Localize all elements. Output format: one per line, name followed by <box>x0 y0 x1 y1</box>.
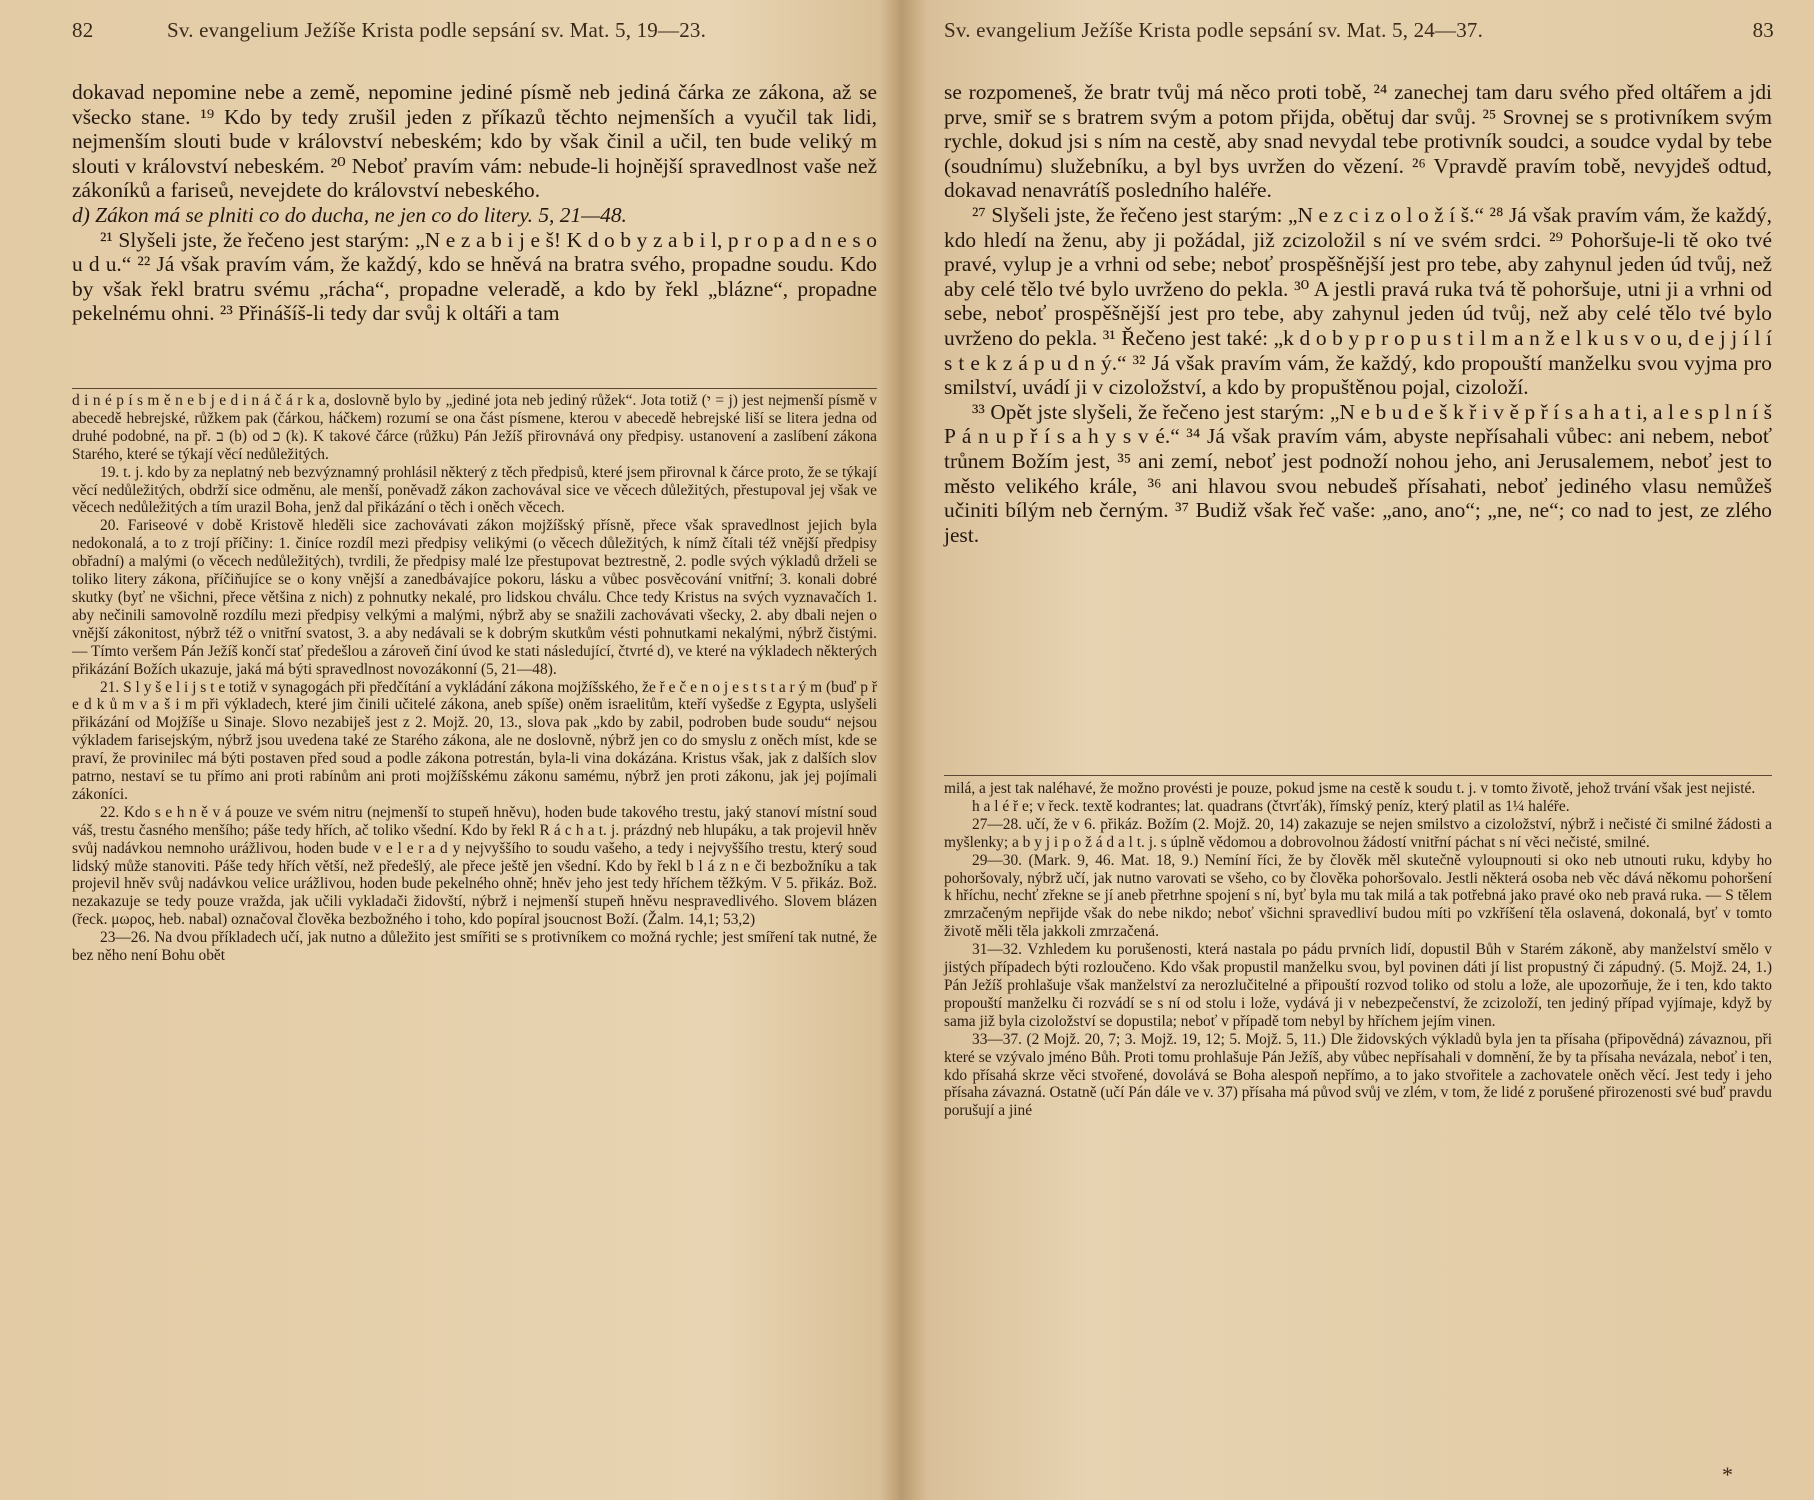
left-main-paragraph: dokavad nepomine nebe a země, nepomine jediné písmě neb jediná čárka ze zákona, až se všecko stane. ¹⁹ Kdo by tedy zrušil jeden z příkazů těchto nejmenších a vyučil tak lidi, nejmenším slouti bude v království nebeském; kdo by však činil a učil, ten bude veliký m slouti v království nebeském. ²⁰ Neboť pravím vám: nebude-li hojnější spravedlnost vaše než zákoníků a fariseů, nevejdete do království nebeského. <box>72 80 877 203</box>
left-running-head: Sv. evangelium Ježíše Krista podle sepsání sv. Mat. 5, 19—23. <box>167 18 707 42</box>
right-main-paragraph: ²⁷ Slyšeli jste, že řečeno jest starým: „N e z c i z o l o ž í š.“ ²⁸ Já však pravím vám, že každý, kdo hledí na ženu, aby ji požádal, již zcizoložil s ní ve svém srdci. ²⁹ Pohoršuje-li tě oko tvé pravé, vylup je a vrhni od sebe; neboť prospěšnější jest pro tebe, aby zahynul jeden úd tvůj, než aby celé tělo tvé bylo uvrženo do pekla. ³⁰ A jestli pravá ruka tvá tě pohoršuje, utni ji a vrhni od sebe, neboť prospěšnější jest pro tebe, aby zahynul jeden úd tvůj, než aby celé tělo tvé bylo uvrženo do pekla. ³¹ Řečeno jest také: „k d o b y p r o p u s t i l m a n ž e l k u s v o u, d e j j í l í s t e k z á p u d n ý.“ ³² Já však pravím vám, že každý, kdo propouští manželku svou vyjma pro smilství, uvádí ji v cizoložství, a kdo by propuštěnou pojal, cizoloží. <box>944 202 1772 400</box>
left-commentary-paragraph: 21. S l y š e l i j s t e totiž v synagogách při předčítání a vykládání zákona mojžíšského, že ř e č e n o j e s t s t a r ý m (buď p ř e d k ů m v a š i m při výkladech, které jim činili učitelé zákona, aneb spíše) oněm israelitům, kteří vyšedše z Egypta, uslyšeli přikázání od Mojžíše u Sinaje. Slovo nezabiješ jest z 2. Mojž. 20, 13., slova pak „kdo by zabil, podroben bude soudu“ nejsou výkladem farisejským, nýbrž jsou uvedena také ze Starého zákona, ale ne doslovně, nýbrž jen co do smyslu z oněch míst, kde se praví, že provinilec má býti postaven před soud a podle zákona potrestán, byla-li vina dokázána. Kristus však, jak z dalších slov patrno, nestaví se tu přímo ani proti rabínům ani proti mojžíšskému zákonu samému, nýbrž jen proti zákonu, jak jej pojímali zákoníci. <box>72 678 877 803</box>
right-commentary-paragraph: 31—32. Vzhledem ku porušenosti, která nastala po pádu prvních lidí, dopustil Bůh v Starém zákoně, aby manželství smělo v jistých případech býti rozloučeno. Kdo však propustil manželku svou, byl povinen dáti jí list propustný či zápudný. (5. Mojž. 24, 1.) Pán Ježíš prohlašuje však manželství za nerozlučitelné a připouští rozvod toliko od stolu a lože, ale upozorňuje, že i ten, kdo takto propouští manželku či rozvádí se s ní od stolu i lože, vydává ji v nebezpečenství, že zcizoloží, ten jediný případ vyjímaje, když by sama již byla cizoložství se dopustila; neboť v případě tom nebyl by hříchem jejím vinen. <box>944 941 1772 1030</box>
left-section-heading: d) Zákon má se plniti co do ducha, ne jen co do litery. 5, 21—48. <box>72 202 627 227</box>
right-commentary-paragraph: milá, a jest tak naléhavé, že možno provésti je pouze, pokud jsme na cestě k soudu t. j. v tomto životě, jehož trvání však jest nejisté. <box>944 780 1756 797</box>
signature-mark: * <box>1722 1462 1733 1487</box>
right-main-paragraph: ³³ Opět jste slyšeli, že řečeno jest starým: „N e b u d e š k ř i v ě p ř í s a h a t i, a l e s p l n í š P á n u p ř í s a h y s v é.“ ³⁴ Já však pravím vám, abyste nepřísahali vůbec: ani nebem, neboť trůnem Božím jest, ³⁵ ani zemí, neboť jest podnoží nohou jeho, ani Jerusalemem, neboť jest to město velikého krále, ³⁶ ani hlavou svou nebudeš přísahati, neboť jediného vlasu nemůžeš učiniti bílým neb černým. ³⁷ Budiž však řeč vaše: „ano, ano“; „ne, ne“; co nad to jest, ze zlého jest. <box>944 399 1772 547</box>
right-commentary-paragraph: h a l é ř e; v řeck. textě kodrantes; lat. quadrans (čtvrťák), římský peníz, který platil as 1¼ haléře. <box>972 797 1570 815</box>
left-page-number: 82 <box>72 18 94 42</box>
left-commentary-paragraph: 20. Fariseové v době Kristově hleděli sice zachovávati zákon mojžíšský přísně, přece však spravedlnost jejich byla nedokonalá, a to z trojí příčiny: 1. činíce rozdíl mezi předpisy velikými (o věcech důležitých, k nímž čítali též vnější předpisy obřadní) a malými (o věcech nedůležitých), tvrdili, že předpisy malé lze přestupovat beztrestně, 2. podle svých výkladů drželi se toliko litery zákona, příčiňujíce se o kony vnější a zanedbávajíce pokoru, lásku a vůbec posvěcování vnitřní; 3. konali dobré skutky (byť ne všichni, přece většina z nich) z pohnutky nekalé, pro lidskou chválu. Chce tedy Kristus na svých vyznavačích 1. aby nečinili samovolně rozdílu mezi předpisy velkými a malými, nýbrž aby se snažili zachovávati všecky, 2. aby dbali nejen o vnější zákonitost, nýbrž též o vnitřní svatost, 3. a aby nedávali se k dobrým skutkům vésti pohnutkami nekalými, nýbrž čistými. — Tímto veršem Pán Ježíš končí stať předešlou a zároveň činí úvod ke stati následující, čtvrté d), ve které na výkladech některých přikázání Božích ukazuje, jaká má býti spravedlnost novozákonní (5, 21—48). <box>72 517 877 678</box>
left-commentary-paragraph: d i n é p í s m ě n e b j e d i n á č á r k a, doslovně bylo by „jediné jota neb jediný růžek“. Jota totiž (י = j) jest nejmenší písmě v abecedě hebrejské, růžkem pak (čárkou, háčkem) rozumí se ona část písmene, kterou v abecedě hebrejské liší se litera jedna od druhé podobné, na př. ב (b) od כ (k). K takové čárce (růžku) Pán Ježíš přirovnává ony předpisy. ustanovení a zaslíbení zákona Starého, které se týkají věcí nedůležitých. <box>72 392 877 463</box>
left-commentary <box>72 392 877 965</box>
right-commentary-paragraph: 27—28. učí, že v 6. přikáz. Božím (2. Mojž. 20, 14) zakazuje se nejen smilstvo a cizoložství, nýbrž i nečisté či smilné žádosti a myšlenky; a b y j i p o ž á d a l t. j. s úplně vědomou a dobrovolnou žádostí vnitřní páchat s ní věci nečisté, smilné. <box>944 815 1772 851</box>
right-commentary-paragraph: 33—37. (2 Mojž. 20, 7; 3. Mojž. 19, 12; 5. Mojž. 5, 11.) Dle židovských výkladů byla jen ta přísaha (připovědná) závaznou, při které se vzývalo jméno Bůh. Proti tomu prohlašuje Pán Ježíš, aby vůbec nepřísahali v domnění, že by ta přísaha nevázala, neboť i ten, kdo přísahá skrze věci stvořené, dovolává se Boha alespoň nepřímo, a to jako stvořitele a zachovatele oněch věcí. Jest tedy i jeho přísaha závazná. Ostatně (učí Pán dále ve v. 37) přísaha má původ svůj ve zlém, v tom, že lidé z porušené přirozenosti své buď pravdu porušují a jiné <box>944 1030 1772 1120</box>
left-main-text <box>72 80 877 326</box>
right-page <box>910 0 1814 1500</box>
left-page <box>0 0 900 1500</box>
left-commentary-paragraph: 22. Kdo s e h n ě v á pouze ve svém nitru (nejmenší to stupeň hněvu), hoden bude takového trestu, jaký stanoví místní soud váš, trestu časného menšího; páše tedy hřích, ač toliko všední. Kdo by řekl R á c h a t. j. prázdný neb hlupáku, a tak projevil hněv svůj nadávkou nemnoho urážlivou, hoden bude v e l e r a d y nejvyššího to soudu vašeho, a tedy i nejvyššího trestu, který soud lidský může stanoviti. Páše tedy hřích větší, než předešlý, ale přece ještě jen všední. Kdo by řekl b l á z n e či bezbožníku a tak projevil hněv svůj nadávkou velice urážlivou, hoden bude pekelného ohně; hněv jeho jest tedy hříchem těžkým. V 5. přikáz. Bož. nezakazuje se tedy pouze vražda, jak učili vykladači židovští, nýbrž i nejmenší stupeň hněvu nespravedlivého. Slovem blázen (řeck. μωρος, heb. nabal) označoval člověka bezbožného i toho, kdo popíral jsoucnost Boží. (Žalm. 14,1; 53,2) <box>72 803 877 929</box>
left-commentary-paragraph: 23—26. Na dvou příkladech učí, jak nutno a důležito jest smířiti se s protivníkem co možná rychle; jest smíření tak nutné, že bez něho není Bohu obět <box>72 929 877 965</box>
right-commentary <box>944 780 1772 1120</box>
right-main-text <box>944 80 1772 547</box>
right-page-number: 83 <box>1752 18 1774 42</box>
left-footnote-rule <box>72 388 877 389</box>
right-footnote-rule <box>944 775 1772 776</box>
right-commentary-paragraph: 29—30. (Mark. 9, 46. Mat. 18, 9.) Nemíní říci, že by člověk měl skutečně vyloupnouti si oko neb utnouti ruku, kdyby ho pohoršovaly, nýbrž učí, jak nutno varovati se všeho, co by člověka pohoršovalo. Jestli některá osoba neb věc dává někomu pohoršení k hříchu, nechť zřekne se jí aneb přetrhne spojení s ní, byť byla mu tak milá a tak potřebná jako pravé oko neb pravá ruka. — S tělem zmrzačeným nepřijde však do nebe nikdo; neboť všichni spravedliví budou míti po vzkříšení těla oslavená, dokonalá, byť v tomto životě měli těla jakkoli zmrzačená. <box>944 851 1772 941</box>
left-main-paragraph: ²¹ Slyšeli jste, že řečeno jest starým: „N e z a b i j e š! K d o b y z a b i l, p r o p a d n e s o u d u.“ ²² Já však pravím vám, že každý, kdo se hněvá na bratra svého, propadne soudu. Kdo by však řekl bratru svému „rácha“, propadne veleradě, a kdo by řekl „blázne“, propadne pekelnému ohni. ²³ Přinášíš-li tedy dar svůj k oltáři a tam <box>72 227 877 326</box>
left-commentary-paragraph: 19. t. j. kdo by za neplatný neb bezvýznamný prohlásil některý z těch předpisů, které jsem přirovnal k čárce proto, že se týkají věcí nedůležitých, obdrží sice odměnu, ale menší, poněvadž zákon zachovával sice ve věcech důležitých, přestupoval jej však ve věcech nedůležitých a tím urazil Boha, jenž dal přikázání o těch i oněch věcech. <box>72 463 877 517</box>
right-main-paragraph: se rozpomeneš, že bratr tvůj má něco proti tobě, ²⁴ zanechej tam daru svého před oltářem a jdi prve, smiř se s bratrem svým a potom přijda, obětuj dar svůj. ²⁵ Srovnej se s protivníkem svým rychle, dokud jsi s ním na cestě, aby snad nevydal tebe protivník soudci, a soudce vydal by tebe (soudnímu) služebníku, a byl bys uvržen do vězení. ²⁶ Vpravdě pravím tobě, nevyjdeš odtud, dokavad nenavrátíš posledního haléře. <box>944 80 1772 203</box>
right-running-head: Sv. evangelium Ježíše Krista podle sepsání sv. Mat. 5, 24—37. <box>944 18 1484 42</box>
